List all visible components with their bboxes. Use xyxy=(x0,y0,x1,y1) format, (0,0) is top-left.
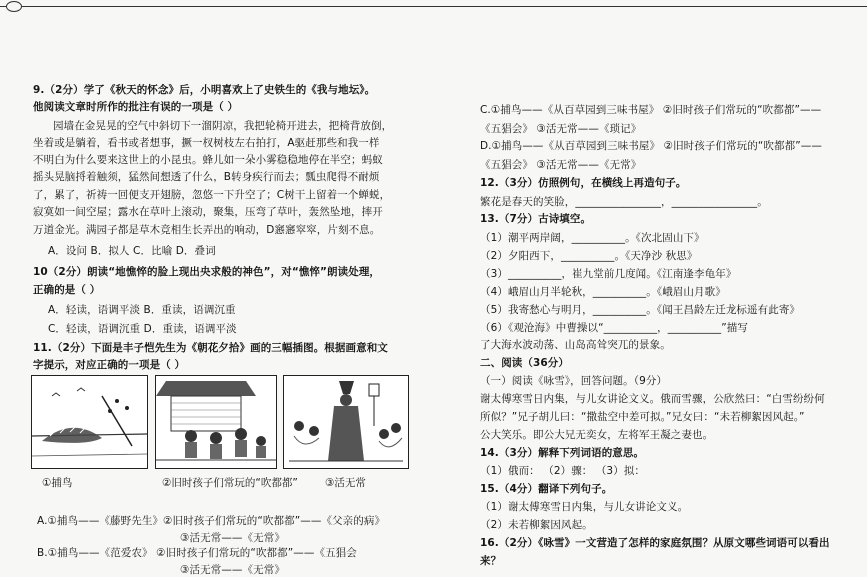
poem-fill-6-cont: 了大海水波动荡、山岛高耸突兀的景象。 xyxy=(480,339,671,351)
question-12-stem: 12.（3分）仿照例句，在横线上再造句子。 xyxy=(480,177,687,189)
question-16-stem: 16.（2分）《咏雪》一文营造了怎样的家庭氛围？从原文哪些词语可以看出 xyxy=(480,537,830,549)
passage-line: 不明白为什么要来这世上的小昆虫。蜂儿如一朵小雾稳稳地停在半空；蚂蚁 xyxy=(33,154,383,166)
classical-text-line: 所似？”兄子胡儿曰：“撒盐空中差可拟。”兄女曰：“未若柳絮因风起。” xyxy=(480,411,805,423)
question-11-option-a: A.①捕鸟——《藤野先生》②旧时孩子们常玩的“吹都都”——《父亲的病》 xyxy=(37,515,386,527)
question-11-option-b-cont: ③活无常——《无常》 xyxy=(180,564,285,576)
poem-fill-6: （6）《观沧海》中曹操以“__________，__________”描写 xyxy=(480,322,749,334)
question-11-option-d: D.①捕鸟——《从百草园到三味书屋》 ②旧时孩子们常玩的“吹都都”—— xyxy=(480,140,822,152)
passage-line: 万道金光。满园子都是草木竞相生长弄出的响动，D窸窸窣窣，片刻不息。 xyxy=(33,224,381,236)
caption-children-playing: ②旧时孩子们常玩的“吹都都” xyxy=(162,477,298,489)
question-15-item-2: （2）未若柳絮因风起。 xyxy=(480,519,593,531)
passage-line: 园墙在金晃晃的空气中斜切下一溜阴凉，我把轮椅开进去，把椅背放倒， xyxy=(53,120,393,132)
passage-line: 了，累了，祈祷一回便支开翅膀，忽悠一下升空了；C树干上留着一个蝉蜕， xyxy=(33,189,391,201)
poem-fill-3: （3）__________，崔九堂前几度闻。《江南逢李龟年》 xyxy=(480,268,737,280)
caption-wu-chang: ③活无常 xyxy=(325,477,366,489)
question-11-option-a-cont: ③活无常——《无常》 xyxy=(180,532,285,544)
passage-line: 摇头晃脑捋着触须，猛然间想透了什么，B转身疾行而去；瓢虫爬得不耐烦 xyxy=(33,171,380,183)
question-14-items: （1）俄而： （2）骤： （3）拟： xyxy=(480,465,646,477)
question-9-options: A．设问 B．拟人 C．比喻 D．叠词 xyxy=(48,245,216,257)
children-playing-drawing xyxy=(156,376,276,468)
classical-text-line: 谢太傅寒雪日内集，与儿女讲论文义。俄而雪骤，公欣然曰：“白雪纷纷何 xyxy=(480,393,825,405)
question-11-option-d-cont: 《五猖会》 ③活无常——《无常》 xyxy=(480,159,642,171)
illustration-wu-chang xyxy=(283,375,409,469)
classical-text-line: 公大笑乐。即公大兄无奕女，左将军王凝之妻也。 xyxy=(480,429,714,441)
poem-fill-4: （4）峨眉山月半轮秋，__________。《峨眉山月歌》 xyxy=(480,286,726,298)
poem-fill-5: （5）我寄愁心与明月，__________。《闻王昌龄左迁龙标遥有此寄》 xyxy=(480,304,801,316)
punch-hole-icon xyxy=(6,1,22,12)
question-14-stem: 14.（3分）解释下列词语的意思。 xyxy=(480,447,645,459)
question-13-stem: 13.（7分）古诗填空。 xyxy=(480,213,592,225)
illustration-children-playing xyxy=(155,375,277,469)
question-10-options-cd: C．轻读，语调沉重 D．重读，语调平淡 xyxy=(48,323,237,335)
question-11-option-b: B.①捕鸟——《范爱农》 ②旧时孩子们常玩的“吹都都”——《五猖会 xyxy=(37,547,357,559)
illustration-bird-catching xyxy=(31,375,148,469)
question-11-prompt: 字提示，对应正确的一项是（ ） xyxy=(33,359,186,371)
top-border-line xyxy=(0,6,867,7)
question-11-stem: 11.（2分）下面是丰子恺先生为《朝花夕拾》画的三幅插图。根据画意和文 xyxy=(33,342,388,354)
poem-fill-2: （2）夕阳西下，__________。《天净沙 秋思》 xyxy=(480,250,698,262)
question-9-stem: 9.（2分）学了《秋天的怀念》后，小明喜欢上了史铁生的《我与地坛》。 xyxy=(33,84,376,96)
wu-chang-drawing xyxy=(284,376,408,468)
question-16-stem-cont: 来？ xyxy=(480,555,502,567)
question-12-example: 繁花是春天的笑脸，________________，________________。 xyxy=(480,196,768,208)
section-reading-heading: 二、阅读（36分） xyxy=(480,357,570,369)
question-11-option-c: C.①捕鸟——《从百草园到三味书屋》 ②旧时孩子们常玩的“吹都都”—— xyxy=(480,104,822,116)
poem-fill-1: （1）潮平两岸阔，__________。《次北固山下》 xyxy=(480,232,705,244)
question-15-item-1: （1）谢太傅寒雪日内集，与儿女讲论文义。 xyxy=(480,501,689,513)
bird-catching-drawing xyxy=(32,376,147,468)
reading-1-heading: （一）阅读《咏雪》，回答问题。（9分） xyxy=(480,375,668,387)
question-11-option-c-cont: 《五猖会》 ③活无常——《琐记》 xyxy=(480,123,642,135)
question-10-prompt: 正确的是（ ） xyxy=(33,284,101,296)
caption-bird-catching: ①捕鸟 xyxy=(42,477,73,489)
question-10-options-ab: A．轻读，语调平淡 B．重读，语调沉重 xyxy=(48,304,236,316)
passage-line: 坐着或是躺着，看书或者想事，撅一杈树枝左右拍打，A驱赶那些和我一样 xyxy=(33,137,380,149)
question-10-stem: 10（2分）朗读“地憔悴的脸上现出央求般的神色”，对“憔悴”朗读处理， xyxy=(33,266,381,278)
passage-line: 寂寞如一间空屋；露水在草叶上滚动，聚集，压弯了草叶，轰然坠地，摔开 xyxy=(33,206,383,218)
question-9-prompt: 他阅读文章时所作的批注有误的一项是（ ） xyxy=(33,101,239,113)
question-15-stem: 15.（4分）翻译下列句子。 xyxy=(480,483,613,495)
